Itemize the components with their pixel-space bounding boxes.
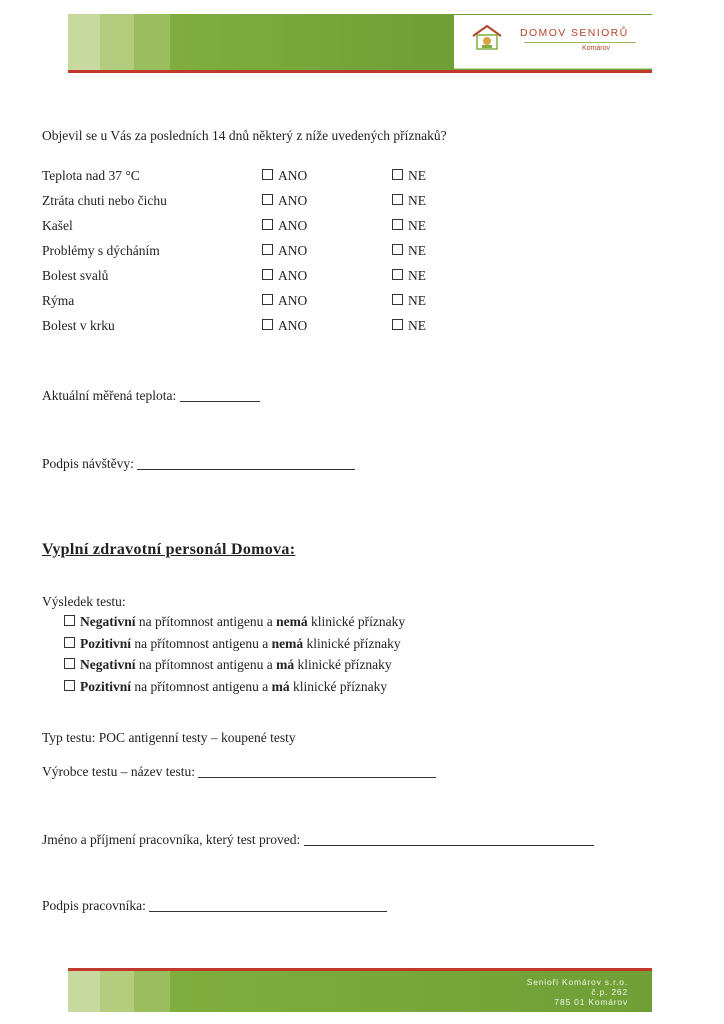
checkbox-icon [262,294,273,305]
result-option[interactable]: Negativní na přítomnost antigenu a nemá klinické příznaky [64,614,405,630]
no-checkbox[interactable]: NE [392,168,426,184]
staff-section-title: Vyplní zdravotní personál Domova: [42,541,296,558]
result-option[interactable]: Pozitivní na přítomnost antigenu a nemá klinické příznaky [64,636,401,652]
footer-city: 785 01 Komárov [554,997,628,1007]
no-checkbox[interactable]: NE [392,293,426,309]
checkbox-icon [392,294,403,305]
checkbox-icon [392,219,403,230]
checkbox-icon [392,169,403,180]
no-checkbox[interactable]: NE [392,243,426,259]
page-header [68,14,652,73]
yes-checkbox[interactable]: ANO [262,243,307,259]
checkbox-icon [64,637,75,648]
test-type: Typ testu: POC antigenní testy – koupené testy [42,730,296,745]
checkbox-icon [64,658,75,669]
checkbox-icon [262,269,273,280]
result-option[interactable]: Negativní na přítomnost antigenu a má klinické příznaky [64,657,392,673]
symptom-label: Bolest v krku [42,318,115,333]
question: Objevil se u Vás za posledních 14 dnů některý z níže uvedených příznaků? [42,128,447,143]
yes-checkbox[interactable]: ANO [262,268,307,284]
worker-signature-input[interactable] [149,899,387,912]
checkbox-icon [262,194,273,205]
no-checkbox[interactable]: NE [392,318,426,334]
footer-street: č.p. 262 [591,987,628,997]
page-footer [68,968,652,1012]
footer-address [527,977,628,1007]
checkbox-icon [392,244,403,255]
temperature-label: Aktuální měřená teplota: [42,388,177,403]
temperature-input[interactable] [180,389,260,402]
visitor-signature-label: Podpis návštěvy: [42,456,134,471]
checkbox-icon [392,194,403,205]
yes-checkbox[interactable]: ANO [262,293,307,309]
logo-subtitle: Komárov [582,45,611,52]
checkbox-icon [64,680,75,691]
checkbox-icon [262,319,273,330]
manufacturer-field [42,764,436,780]
no-checkbox[interactable]: NE [392,268,426,284]
house-icon [470,23,504,51]
yes-checkbox[interactable]: ANO [262,193,307,209]
checkbox-icon [262,169,273,180]
result-option[interactable]: Pozitivní na přítomnost antigenu a má klinické příznaky [64,679,387,695]
worker-name-label: Jméno a příjmení pracovníka, který test proved: [42,832,301,847]
visitor-signature-field [42,456,355,472]
yes-checkbox[interactable]: ANO [262,168,307,184]
manufacturer-input[interactable] [198,765,436,778]
checkbox-icon [392,269,403,280]
symptom-label: Teplota nad 37 °C [42,168,140,183]
checkbox-icon [64,615,75,626]
checkbox-icon [392,319,403,330]
yes-checkbox[interactable]: ANO [262,318,307,334]
worker-name-input[interactable] [304,833,594,846]
symptom-label: Kašel [42,218,73,233]
logo [454,15,652,69]
checkbox-icon [262,244,273,255]
logo-title: DOMOV SENIORŮ [520,27,629,39]
yes-checkbox[interactable]: ANO [262,218,307,234]
no-checkbox[interactable]: NE [392,218,426,234]
no-checkbox[interactable]: NE [392,193,426,209]
worker-signature-field [42,898,387,914]
header-band [68,14,454,70]
result-label: Výsledek testu: [42,594,126,609]
symptom-label: Problémy s dýcháním [42,243,160,258]
checkbox-icon [262,219,273,230]
manufacturer-label: Výrobce testu – název testu: [42,764,195,779]
symptom-label: Bolest svalů [42,268,109,283]
worker-signature-label: Podpis pracovníka: [42,898,146,913]
worker-name-field [42,832,594,848]
symptom-label: Rýma [42,293,75,308]
symptom-label: Ztráta chuti nebo čichu [42,193,167,208]
visitor-signature-input[interactable] [137,457,355,470]
temperature-field [42,388,260,404]
footer-company: Senioři Komárov s.r.o. [526,977,628,987]
